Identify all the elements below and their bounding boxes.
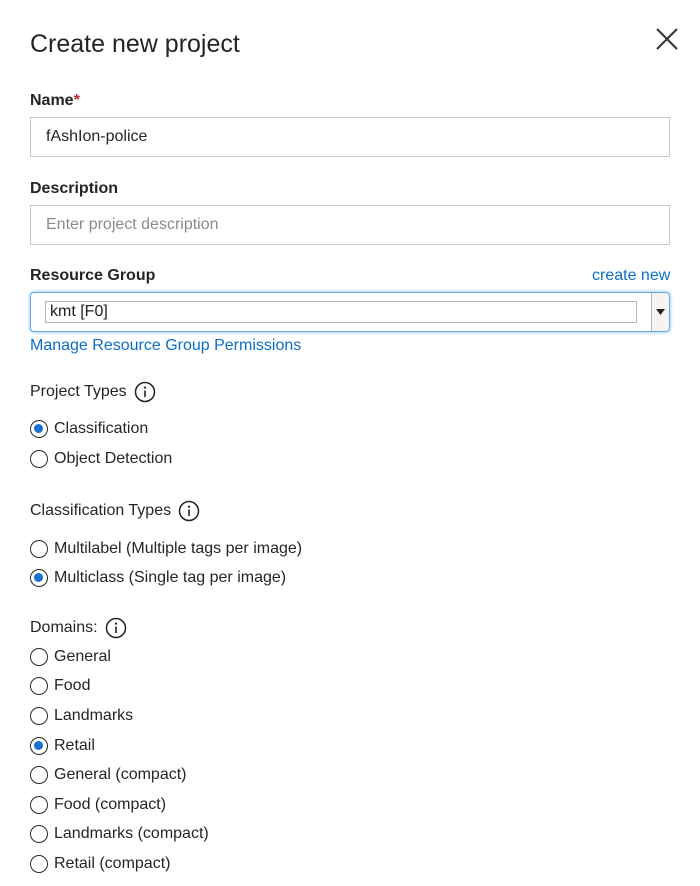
radio-label: Object Detection [54,450,173,467]
domain-retail-radio[interactable] [30,735,95,757]
radio-label: Multilabel (Multiple tags per image) [54,540,303,557]
classification-types-label-text: Classification Types [30,502,172,519]
radio-label: Food (compact) [54,796,167,813]
radio-label: Food [54,677,91,694]
radio-label: General (compact) [54,766,187,783]
domain-landmarks-compact-radio[interactable] [30,823,209,845]
info-icon[interactable] [105,617,127,639]
close-icon[interactable] [654,26,680,52]
radio-label: Multiclass (Single tag per image) [54,569,287,586]
radio-label: General [54,648,111,665]
domain-food-radio[interactable] [30,675,90,697]
info-icon[interactable] [178,500,200,522]
domain-landmarks-radio[interactable] [30,705,133,727]
domains-label-text: Domains: [30,619,98,636]
project-type-object-detection-radio[interactable] [30,448,172,470]
radio-button-checked[interactable] [30,569,48,587]
description-label: Description [30,180,119,197]
classification-type-multiclass-radio[interactable] [30,567,286,589]
required-marker: * [73,92,80,109]
radio-button[interactable] [30,540,48,558]
description-input[interactable] [30,205,670,245]
domain-food-compact-radio[interactable] [30,794,166,816]
domain-general-compact-radio[interactable] [30,764,187,786]
radio-button[interactable] [30,648,48,666]
radio-label: Landmarks [54,707,134,724]
domain-general-radio[interactable] [30,646,111,668]
resource-group-selected-value: kmt [F0] [45,301,637,323]
resource-group-select[interactable] [30,292,670,332]
radio-button[interactable] [30,855,48,873]
resource-group-label: Resource Group [30,267,156,284]
radio-button[interactable] [30,766,48,784]
radio-label: Retail (compact) [54,855,171,872]
radio-button-checked[interactable] [30,420,48,438]
info-icon[interactable] [134,381,156,403]
radio-button-checked[interactable] [30,737,48,755]
project-types-label-text: Project Types [30,383,127,400]
radio-button[interactable] [30,796,48,814]
project-types-label [30,381,156,403]
name-label [30,91,80,111]
classification-type-multilabel-radio[interactable] [30,538,302,560]
classification-types-label [30,500,200,522]
radio-button[interactable] [30,825,48,843]
manage-permissions-link[interactable]: Manage Resource Group Permissions [30,337,302,354]
radio-button[interactable] [30,707,48,725]
name-input[interactable] [30,117,670,157]
radio-label: Classification [54,420,149,437]
domains-label [30,617,127,639]
radio-label: Retail [54,737,95,754]
create-new-link[interactable]: create new [592,267,671,284]
project-type-classification-radio[interactable] [30,418,148,440]
radio-button[interactable] [30,677,48,695]
dropdown-arrow-icon[interactable] [651,293,669,331]
radio-button[interactable] [30,450,48,468]
domain-retail-compact-radio[interactable] [30,853,170,875]
dialog-title: Create new project [30,30,240,58]
name-label-text: Name [30,92,74,109]
radio-label: Landmarks (compact) [54,825,209,842]
